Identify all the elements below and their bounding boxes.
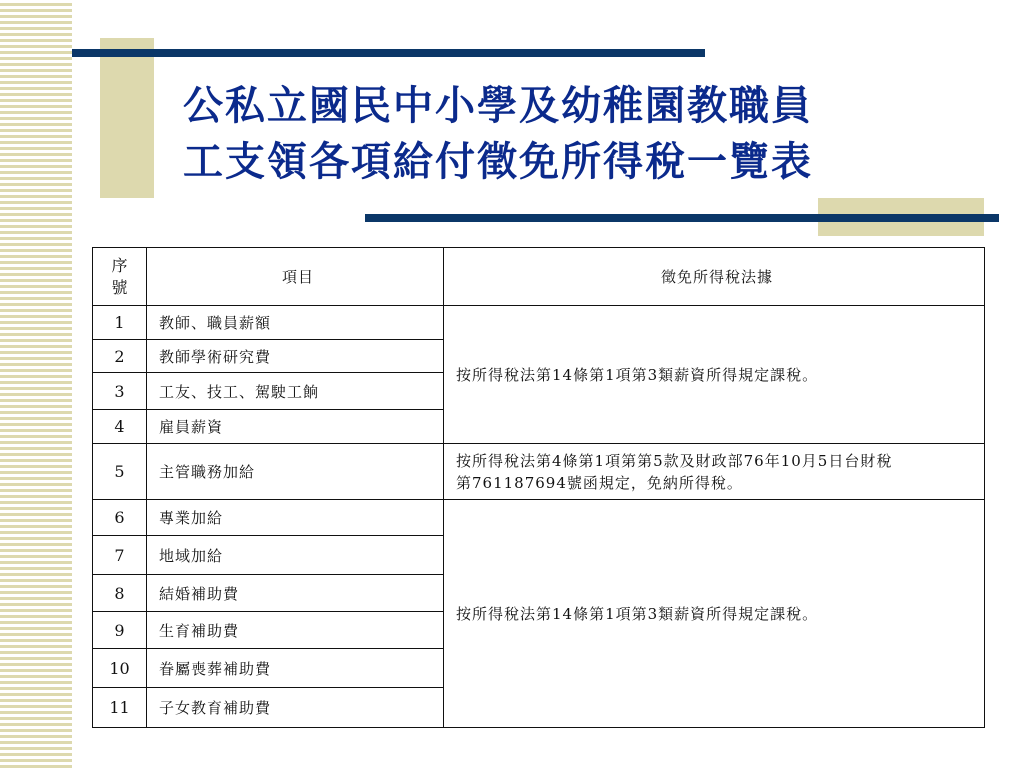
slide-title [183, 78, 983, 190]
row-item: 專業加給 [147, 500, 444, 536]
table-row [93, 306, 985, 340]
header-item: 項目 [147, 248, 444, 306]
table-header-row [93, 248, 985, 306]
row-no: 7 [93, 536, 147, 575]
row-item: 生育補助費 [147, 612, 444, 649]
slide-title-line-1: 公私立國民中小學及幼稚園教職員 [183, 82, 813, 129]
table-row [93, 444, 985, 500]
row-no: 5 [93, 444, 147, 500]
row-item: 主管職務加給 [147, 444, 444, 500]
table-row [93, 500, 985, 536]
row-item: 雇員薪資 [147, 410, 444, 444]
row-no: 1 [93, 306, 147, 340]
row-basis-group-1: 按所得稅法第14條第1項第3類薪資所得規定課稅。 [444, 306, 985, 444]
row-no: 9 [93, 612, 147, 649]
row-no: 11 [93, 688, 147, 728]
navy-rule-bottom [365, 214, 999, 222]
header-basis: 徵免所得稅法據 [444, 248, 985, 306]
row-no: 3 [93, 373, 147, 410]
row-item: 眷屬喪葬補助費 [147, 649, 444, 688]
row-item: 教師、職員薪額 [147, 306, 444, 340]
header-no: 序號 [93, 248, 147, 306]
row-basis-row-5 [444, 444, 985, 500]
basis-row5-line-2: 第761187694號函規定，免納所得稅。 [456, 473, 743, 492]
row-no: 2 [93, 340, 147, 373]
row-item: 地域加給 [147, 536, 444, 575]
tan-accent-block-top [100, 38, 154, 198]
row-item: 教師學術研究費 [147, 340, 444, 373]
row-no: 8 [93, 575, 147, 612]
row-item: 子女教育補助費 [147, 688, 444, 728]
row-no: 10 [93, 649, 147, 688]
tax-table [92, 247, 985, 728]
slide-title-line-2: 工支領各項給付徵免所得稅一覽表 [183, 138, 813, 185]
navy-rule-top [72, 49, 705, 57]
row-item: 結婚補助費 [147, 575, 444, 612]
row-basis-group-2: 按所得稅法第14條第1項第3類薪資所得規定課稅。 [444, 500, 985, 728]
row-item: 工友、技工、駕駛工餉 [147, 373, 444, 410]
row-no: 4 [93, 410, 147, 444]
row-no: 6 [93, 500, 147, 536]
basis-row5-line-1: 按所得稅法第4條第1項第第5款及財政部76年10月5日台財稅 [456, 451, 893, 470]
left-stripe-decoration [0, 0, 72, 768]
